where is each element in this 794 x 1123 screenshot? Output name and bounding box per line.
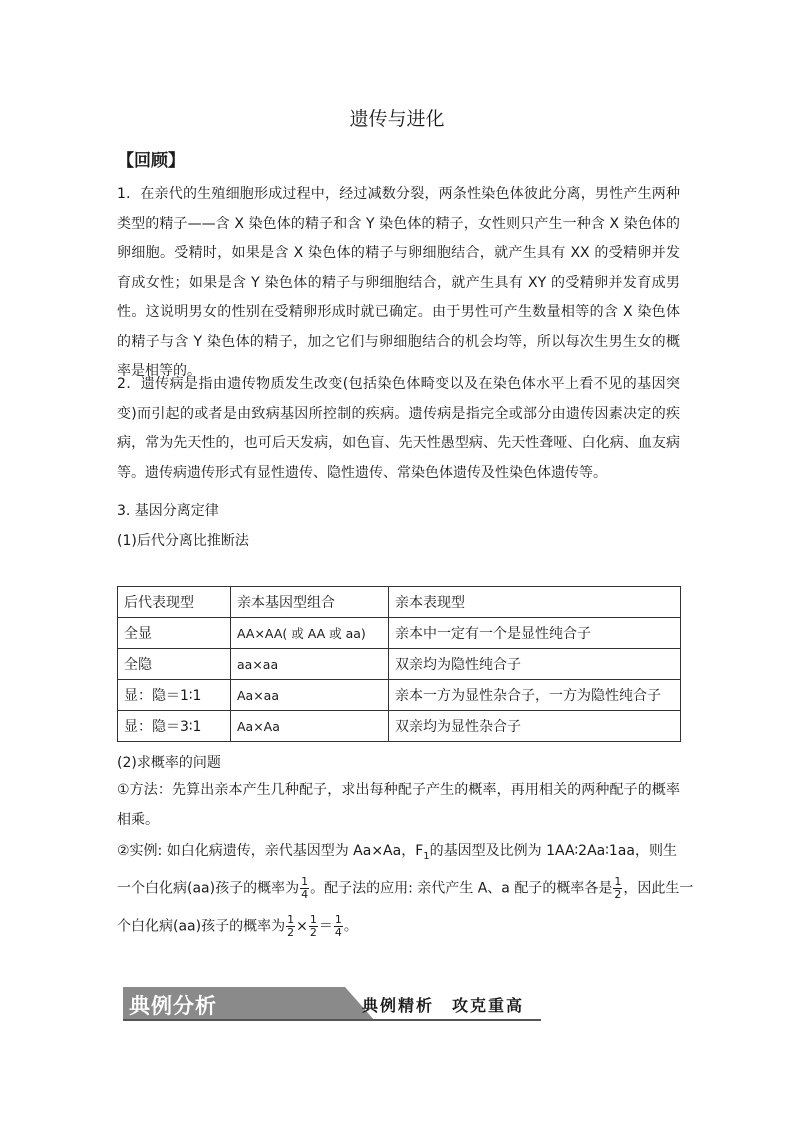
- example-text: 。: [343, 918, 358, 935]
- table-cell: Aa×Aa: [231, 711, 389, 742]
- table-row: [118, 649, 681, 680]
- table-cell: 显：隐＝1∶1: [118, 680, 231, 711]
- banner-slogan: 典例精析 攻克重高: [362, 996, 525, 1015]
- page-title: 遗传与进化: [349, 108, 445, 130]
- example-text: ，因此生一: [623, 880, 694, 897]
- fraction-one-quarter: [300, 876, 309, 901]
- numerator: 1: [309, 913, 317, 926]
- table-row: [118, 680, 681, 711]
- example-line-3: [117, 914, 358, 939]
- f1-subscript: 1: [423, 850, 430, 862]
- genotype-table: [117, 586, 681, 742]
- table-cell: Aa×aa: [231, 680, 389, 711]
- table-cell: 显：隐＝3∶1: [118, 711, 231, 742]
- example-text: 。配子法的应用: 亲代产生 A、a 配子的概率各是: [310, 880, 613, 897]
- equals-sign: ＝: [318, 918, 333, 935]
- fraction-one-quarter: [334, 914, 343, 939]
- banner-underline: [123, 1019, 541, 1021]
- denominator: 2: [287, 926, 295, 939]
- example-text: 个白化病(aa)孩子的概率为: [117, 918, 286, 935]
- section-header: 【回顾】: [117, 151, 185, 171]
- table-cell: 全显: [118, 618, 231, 649]
- table-row: [118, 711, 681, 742]
- denominator: 2: [309, 926, 317, 939]
- numerator: 1: [287, 913, 295, 926]
- table-cell: 亲本一方为显性杂合子，一方为隐性纯合子: [389, 680, 681, 711]
- table-header-cell: 后代表现型: [118, 587, 231, 618]
- banner-label: 典例分析: [129, 994, 217, 1018]
- table-cell: 双亲均为隐性纯合子: [389, 649, 681, 680]
- example-line-2: [117, 876, 693, 901]
- denominator: 2: [614, 888, 622, 901]
- table-row: [118, 618, 681, 649]
- numerator: 1: [334, 913, 342, 926]
- table-cell: 双亲均为显性杂合子: [389, 711, 681, 742]
- times-sign: ×: [296, 918, 308, 935]
- method-paragraph: ①方法：先算出亲本产生几种配子，求出每种配子产生的概率，再用相关的两种配子的概率相乘。: [117, 782, 680, 828]
- numerator: 1: [614, 875, 622, 888]
- paragraph-1: 1．在亲代的生殖细胞形成过程中，经过减数分裂，两条性染色体彼此分离，男性产生两种类型的精子——含 X 染色体的精子和含 Y 染色体的精子，女性则只产生一种含 X 染色体的卵细胞。受精时，如果是含 X 染色体的精子与卵细胞结合，就产生具有 XX 的受精卵并发育成女性；如果是含 Y 染色体的精子与卵细胞结合，就产生具有 XY 的受精卵并发育成男性。这说明男女的性别在受精卵形成时就已确定。由于男性可产生数量相等的含 X 染色体的精子与含 Y 染色体的精子，加之它们与卵细胞结合的机会均等，所以每次生男生女的概率是相等的。: [117, 186, 680, 379]
- fraction-one-half: [286, 914, 295, 939]
- example-text: 的基因型及比例为 1AA∶2Aa∶1aa，则生: [429, 843, 677, 859]
- subheading-2: (2)求概率的问题: [117, 755, 221, 771]
- table-cell: 全隐: [118, 649, 231, 680]
- table-cell: 亲本中一定有一个是显性纯合子: [389, 618, 681, 649]
- denominator: 4: [334, 926, 342, 939]
- table-header-cell: 亲本基因型组合: [231, 587, 389, 618]
- item-3-heading: 3. 基因分离定律: [117, 503, 219, 519]
- denominator: 4: [301, 888, 309, 901]
- example-line-1: [117, 840, 677, 862]
- numerator: 1: [301, 875, 309, 888]
- section-banner: [117, 987, 541, 1023]
- fraction-one-half: [613, 876, 622, 901]
- example-text: ②实例: 如白化病遗传，亲代基因型为 Aa×Aa，F: [117, 843, 424, 859]
- table-cell: AA×AA( 或 AA 或 aa): [231, 618, 389, 649]
- fraction-one-half: [309, 914, 318, 939]
- example-text: 一个白化病(aa)孩子的概率为: [117, 880, 300, 897]
- table-header-cell: 亲本表现型: [389, 587, 681, 618]
- table-header-row: [118, 587, 681, 618]
- subheading-1: (1)后代分离比推断法: [117, 533, 249, 549]
- table-cell: aa×aa: [231, 649, 389, 680]
- paragraph-2: 2．遗传病是指由遗传物质发生改变(包括染色体畸变以及在染色体水平上看不见的基因突变)而引起的或者是由致病基因所控制的疾病。遗传病是指完全或部分由遗传因素决定的疾病，常为先天性的，也可后天发病，如色盲、先天性愚型病、先天性聋哑、白化病、血友病等。遗传病遗传形式有显性遗传、隐性遗传、常染色体遗传及性染色体遗传等。: [117, 376, 680, 481]
